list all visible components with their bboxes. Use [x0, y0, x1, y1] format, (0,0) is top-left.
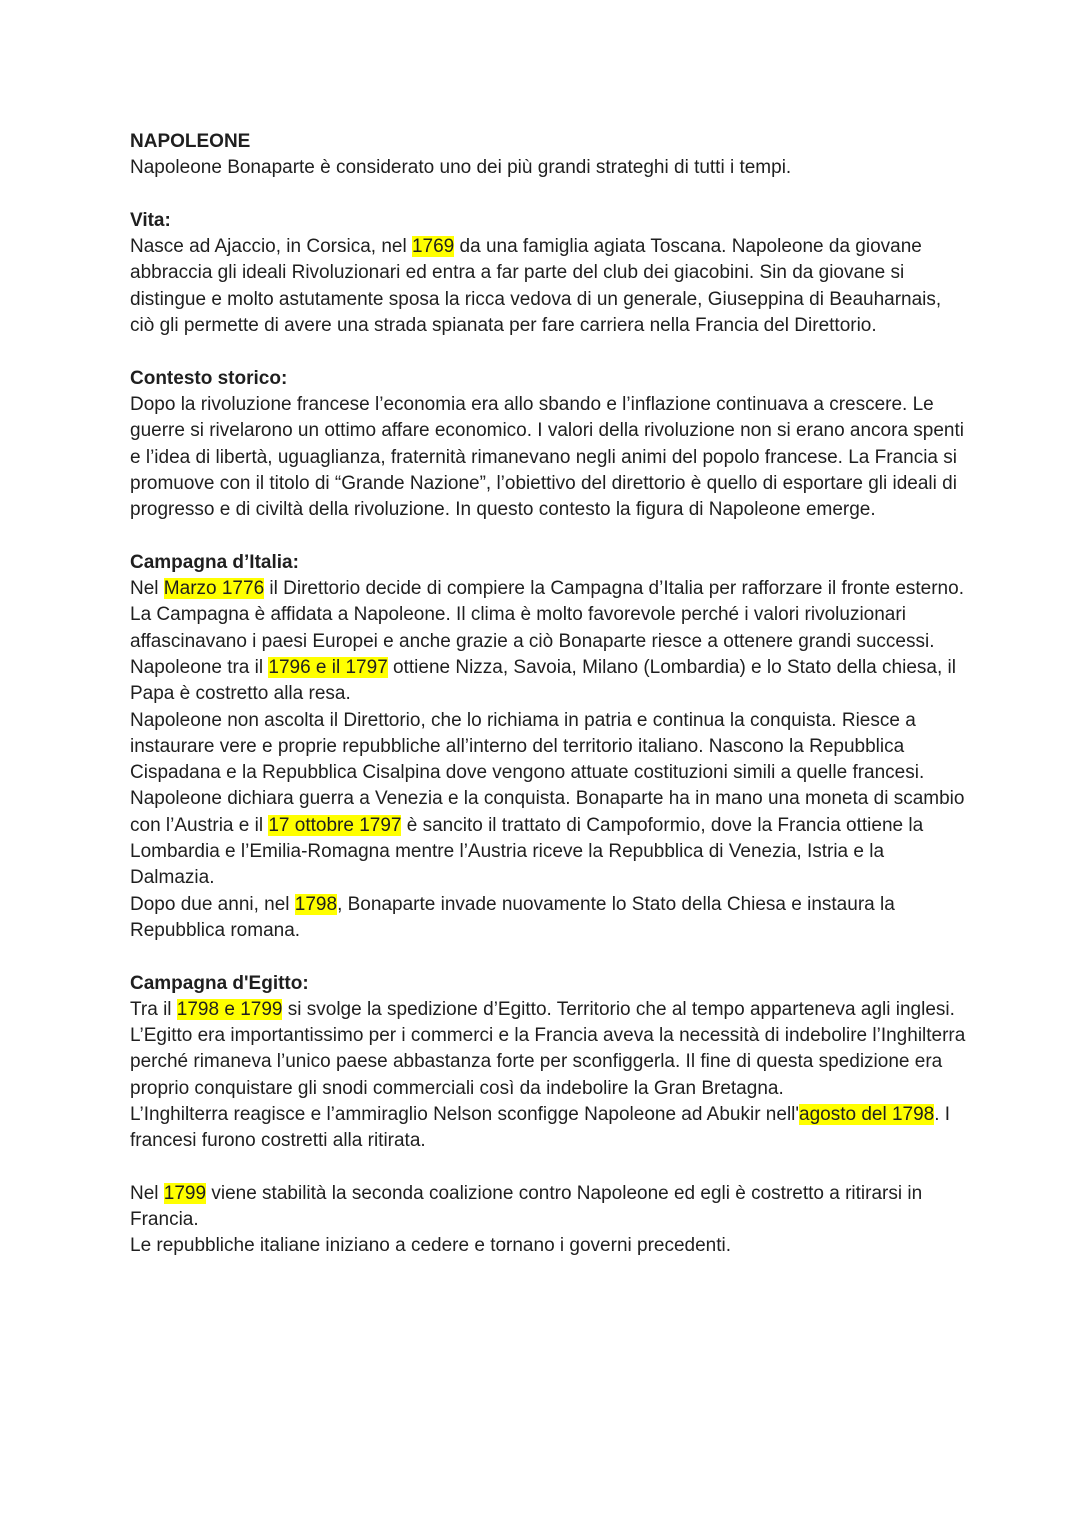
highlighted-date: agosto del 1798	[799, 1103, 935, 1125]
highlighted-date: 1799	[163, 1182, 207, 1204]
text-run: L’Inghilterra reagisce e l’ammiraglio Nelson sconfigge Napoleone ad Abukir nell'	[130, 1103, 800, 1125]
text-run: Napoleone dichiara guerra a Venezia e la conquista. Bonaparte ha in mano una moneta di scambio con l’Austria e il	[130, 788, 965, 836]
text-run: , Bonaparte invade nuovamente lo Stato della Chiesa e instaura la Repubblica romana.	[130, 893, 895, 941]
highlighted-date: 1769	[411, 236, 455, 258]
egitto-paragraph-1	[130, 997, 970, 1102]
highlighted-date: Marzo 1776	[163, 578, 265, 600]
section-spacer	[130, 1155, 970, 1181]
egitto-paragraph-2	[130, 1102, 970, 1155]
highlighted-date: 1798	[294, 893, 338, 915]
document-page	[130, 129, 970, 1260]
text-run: è sancito il trattato di Campoformio, dove la Francia ottiene la Lombardia e l’Emilia-Romagna mentre l’Austria riceve la Repubblica di Venezia, Istria e la Dalmazia.	[130, 814, 924, 889]
section-spacer	[130, 944, 970, 970]
text-run: Tra il	[130, 998, 177, 1020]
text-run: Dopo due anni, nel	[130, 893, 295, 915]
section-heading-vita: Vita:	[130, 209, 171, 231]
highlighted-date: 1798 e 1799	[176, 998, 283, 1020]
text-run: . I francesi furono costretti alla ritirata.	[130, 1103, 951, 1152]
section-heading-contesto: Contesto storico:	[130, 367, 288, 389]
text-run: Nel	[130, 578, 164, 600]
italia-paragraph-4	[130, 892, 970, 945]
intro-paragraph: Napoleone Bonaparte è considerato uno dei più grandi strateghi di tutti i tempi.	[130, 157, 792, 179]
finale-paragraph-1	[130, 1181, 970, 1234]
highlighted-date: 1796 e il 1797	[268, 656, 388, 678]
section-spacer	[130, 339, 970, 365]
contesto-paragraph: Dopo la rivoluzione francese l’economia era allo sbando e l’inflazione continuava a crescere. Le guerre si rivelarono un ottimo affare economico. I valori della rivoluzione non si erano ancora spenti e l’idea di libertà, uguaglianza, fraternità rimanevano negli animi del popolo francese. La Francia si promuove con il titolo di “Grande Nazione”, l’obiettivo del direttorio è quello di esportare gli ideali di progresso e di civiltà della rivoluzione. In questo contesto la figura di Napoleone emerge.	[130, 393, 964, 521]
highlighted-date: 17 ottobre 1797	[268, 814, 402, 836]
text-run: Nasce ad Ajaccio, in Corsica, nel	[130, 236, 412, 258]
italia-paragraph-3	[130, 786, 970, 891]
vita-paragraph	[130, 234, 970, 339]
document-title: NAPOLEONE	[130, 131, 251, 152]
finale-paragraph-2: Le repubbliche italiane iniziano a cedere e tornano i governi precedenti.	[130, 1235, 732, 1257]
text-run: viene stabilità la seconda coalizione contro Napoleone ed egli è costretto a ritirarsi in Francia.	[130, 1182, 923, 1231]
italia-paragraph-2: Napoleone non ascolta il Direttorio, che lo richiama in patria e continua la conquista. Riesce a instaurare vere e proprie repubbliche all’interno del territorio italiano. Nascono la Repubblica Cispadana e la Repubblica Cisalpina dove vengono attuate costituzioni simili a quelle francesi.	[130, 709, 925, 784]
text-run: Nel	[130, 1182, 164, 1204]
section-spacer	[130, 523, 970, 549]
italia-paragraph-1	[130, 576, 970, 707]
text-run: ottiene Nizza, Savoia, Milano (Lombardia) e lo Stato della chiesa, il Papa è costretto alla resa.	[130, 656, 956, 705]
text-run: da una famiglia agiata Toscana. Napoleone da giovane abbraccia gli ideali Rivoluzionari ed entra a far parte del club dei giacobini. Sin da giovane si distingue e molto astutamente sposa la ricca vedova di un generale, Giuseppina di Beauharnais, ciò gli permette di avere una strada spianata per fare carriera nella Francia del Direttorio.	[130, 236, 942, 337]
text-run: il Direttorio decide di compiere la Campagna d’Italia per rafforzare il fronte esterno. La Campagna è affidata a Napoleone. Il clima è molto favorevole perché i valori rivoluzionari affascinavano i paesi Europei e anche grazie a ciò Bonaparte riesce a ottenere grandi successi. Napoleone tra il	[130, 578, 964, 678]
text-run: si svolge la spedizione d’Egitto. Territorio che al tempo apparteneva agli inglesi. L’Egitto era importantissimo per i commerci e la Francia aveva la necessità di indebolire l’Inghilterra perché rimaneva l’unico paese abbastanza forte per sconfiggerla. Il fine di questa spedizione era proprio conquistare gli snodi commerciali così da indebolire la Gran Bretagna.	[130, 998, 966, 1099]
section-heading-italia: Campagna d’Italia:	[130, 551, 299, 573]
section-spacer	[130, 182, 970, 208]
section-heading-egitto: Campagna d'Egitto:	[130, 972, 309, 994]
